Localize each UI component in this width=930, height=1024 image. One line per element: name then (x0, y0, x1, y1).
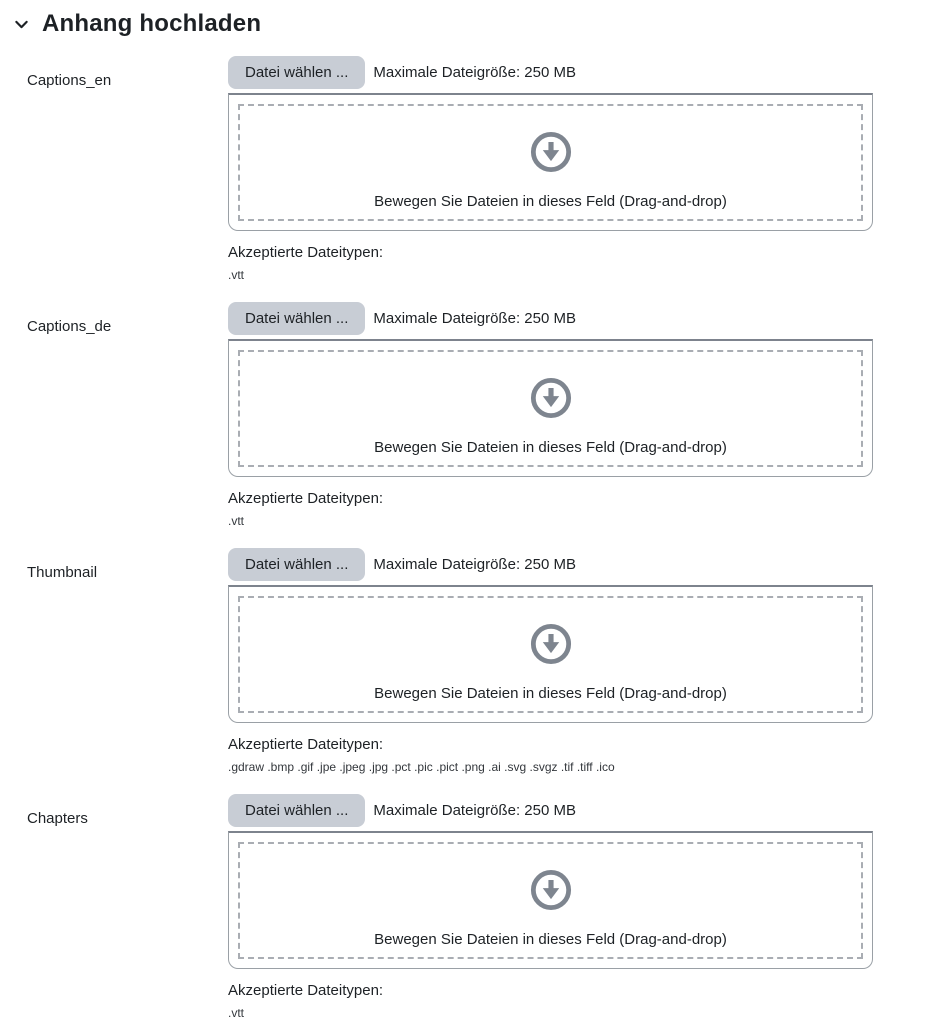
accepted-types-label: Akzeptierte Dateitypen: (228, 982, 384, 999)
upload-field-row (0, 302, 930, 528)
file-input-row (228, 56, 873, 89)
field-label: Thumbnail (27, 564, 98, 581)
dropzone[interactable] (228, 585, 873, 723)
download-arrow-circle-icon (530, 131, 572, 173)
dropzone-hint-text: Bewegen Sie Dateien in dieses Feld (Drag-and-drop) (374, 685, 727, 702)
file-input-row (228, 302, 873, 335)
file-input-row (228, 794, 873, 827)
dropzone[interactable] (228, 339, 873, 477)
dropzone[interactable] (228, 93, 873, 231)
max-filesize-text: Maximale Dateigröße: 250 MB (373, 556, 576, 573)
choose-file-button[interactable]: Datei wählen ... (228, 794, 365, 827)
upload-field-row (0, 548, 930, 774)
file-input-row (228, 548, 873, 581)
field-control (228, 302, 873, 528)
dropzone-dashed-area (238, 842, 863, 959)
field-control (228, 56, 873, 282)
accepted-types-label: Akzeptierte Dateitypen: (228, 244, 384, 261)
download-arrow-circle-icon (530, 869, 572, 911)
field-control (228, 548, 873, 774)
field-control (228, 794, 873, 1020)
field-label: Captions_de (27, 318, 112, 335)
max-filesize-text: Maximale Dateigröße: 250 MB (373, 802, 576, 819)
accepted-types-label: Akzeptierte Dateitypen: (228, 490, 384, 507)
dropzone-dashed-area (238, 596, 863, 713)
chevron-down-icon (12, 15, 30, 33)
dropzone-hint-text: Bewegen Sie Dateien in dieses Feld (Drag-and-drop) (374, 439, 727, 456)
choose-file-button[interactable]: Datei wählen ... (228, 56, 365, 89)
choose-file-button[interactable]: Datei wählen ... (228, 548, 365, 581)
upload-fields-container (0, 56, 930, 1020)
dropzone-hint-text: Bewegen Sie Dateien in dieses Feld (Drag-and-drop) (374, 931, 727, 948)
download-arrow-circle-icon (530, 623, 572, 665)
accepted-types-value: .vtt (228, 514, 245, 528)
dropzone-dashed-area (238, 104, 863, 221)
max-filesize-text: Maximale Dateigröße: 250 MB (373, 310, 576, 327)
choose-file-button[interactable]: Datei wählen ... (228, 302, 365, 335)
section-header-anhang-hochladen[interactable] (0, 10, 930, 38)
dropzone[interactable] (228, 831, 873, 969)
section-title: Anhang hochladen (42, 10, 262, 37)
accepted-types-label: Akzeptierte Dateitypen: (228, 736, 384, 753)
field-label: Chapters (27, 810, 88, 827)
upload-field-row (0, 56, 930, 282)
dropzone-dashed-area (238, 350, 863, 467)
accepted-types-value: .vtt (228, 268, 245, 282)
upload-field-row (0, 794, 930, 1020)
max-filesize-text: Maximale Dateigröße: 250 MB (373, 64, 576, 81)
download-arrow-circle-icon (530, 377, 572, 419)
dropzone-hint-text: Bewegen Sie Dateien in dieses Feld (Drag-and-drop) (374, 193, 727, 210)
accepted-types-value: .vtt (228, 1006, 245, 1020)
accepted-types-value: .gdraw .bmp .gif .jpe .jpeg .jpg .pct .pic .pict .png .ai .svg .svgz .tif .tiff .ico (228, 760, 615, 774)
field-label: Captions_en (27, 72, 112, 89)
